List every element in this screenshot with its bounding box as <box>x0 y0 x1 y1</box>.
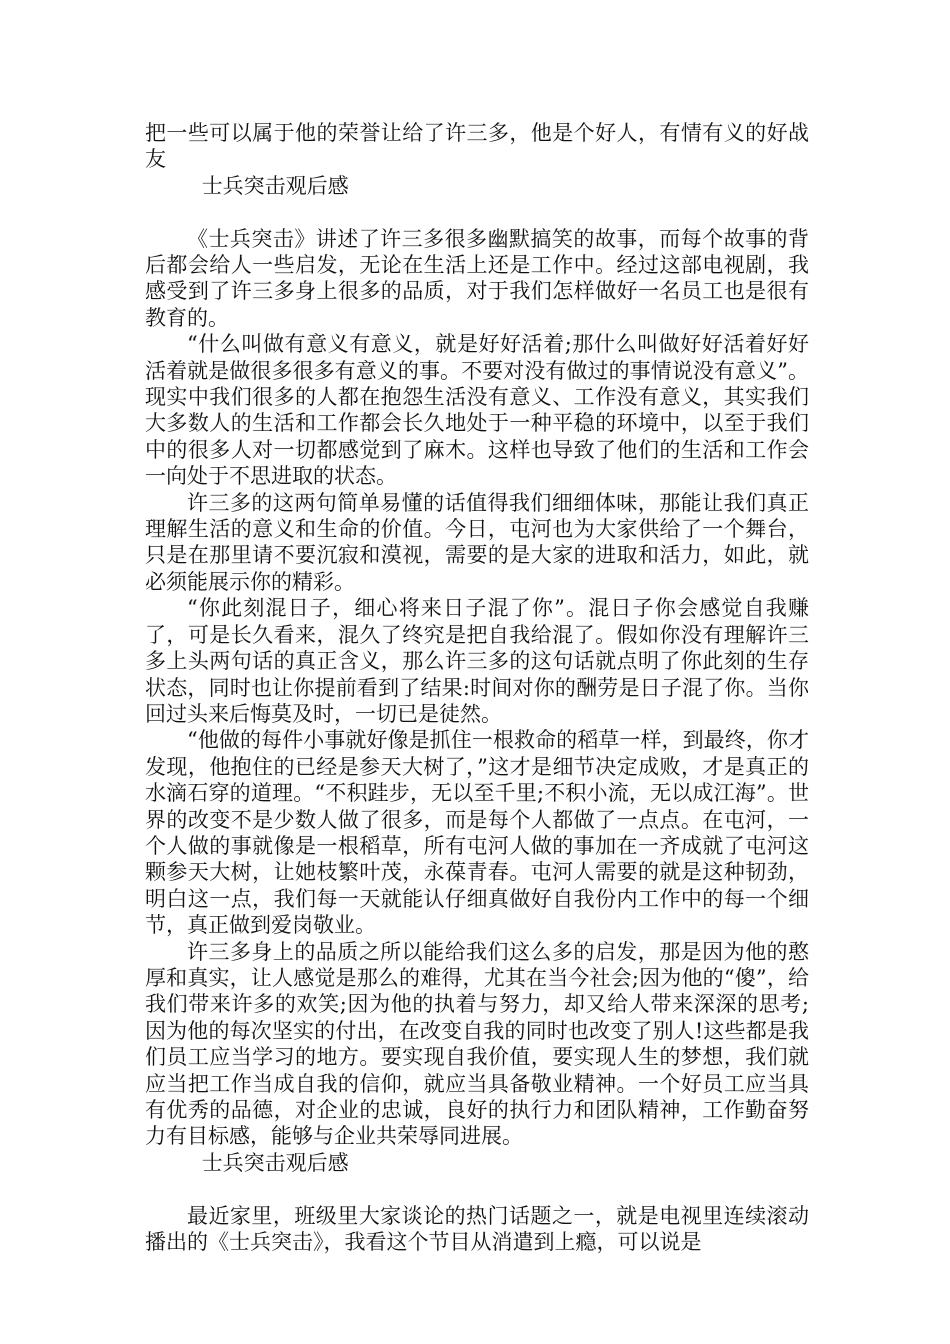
body-paragraph: “什么叫做有意义有意义，就是好好活着;那什么叫做好好活着好好活着就是做很多很多有意义的事。不要对没有做过的事情说没有意义”。现实中我们很多的人都在抱怨生活没有意义、工作没有意义，其实我们大多数人的生活和工作都会长久地处于一种平稳的环境中，以至于我们中的很多人对一切都感觉到了麻木。这样也导致了他们的生活和工作会一向处于不思进取的状态。 <box>145 332 809 489</box>
body-paragraph: 《士兵突击》讲述了许三多很多幽默搞笑的故事，而每个故事的背后都会给人一些启发，无论在生活上还是工作中。经过这部电视剧，我感受到了许三多身上很多的品质，对于我们怎样做好一名员工也是很有教育的。 <box>145 226 809 330</box>
body-paragraph: 许三多的这两句简单易懂的话值得我们细细体味，那能让我们真正理解生活的意义和生命的价值。今日，屯河也为大家供给了一个舞台，只是在那里请不要沉寂和漠视，需要的是大家的进取和活力，如此，就必须能展示你的精彩。 <box>145 490 809 594</box>
body-paragraph: “你此刻混日子，细心将来日子混了你”。混日子你会感觉自我赚了，可是长久看来，混久了终究是把自我给混了。假如你没有理解许三多上头两句话的真正含义，那么许三多的这句话就点明了你此刻的生存状态，同时也让你提前看到了结果:时间对你的酬劳是日子混了你。当你回过头来后悔莫及时，一切已是徒然。 <box>145 596 809 726</box>
document-page <box>145 120 809 1255</box>
continuation-paragraph: 把一些可以属于他的荣誉让给了许三多，他是个好人，有情有义的好战友 <box>145 121 809 172</box>
body-paragraph: 许三多身上的品质之所以能给我们这么多的启发，那是因为他的憨厚和真实，让人感觉是那么的难得，尤其在当今社会;因为他的“傻”，给我们带来许多的欢笑;因为他的执着与努力，却又给人带来深深的思考;因为他的每次坚实的付出，在改变自我的同时也改变了别人!这些都是我们员工应当学习的地方。要实现自我价值，要实现人生的梦想，我们就应当把工作当成自我的信仰，就应当具备敬业精神。一个好员工应当具有优秀的品德，对企业的忠诚，良好的执行力和团队精神，工作勤奋努力有目标感，能够与企业共荣辱同进展。 <box>145 939 809 1149</box>
body-paragraph: 最近家里，班级里大家谈论的热门话题之一，就是电视里连续滚动播出的《士兵突击》，我看这个节目从消遣到上瘾，可以说是 <box>145 1203 809 1255</box>
blank-line <box>145 1176 809 1202</box>
section-title: 士兵突击观后感 <box>201 1150 349 1175</box>
body-paragraph: “他做的每件小事就好像是抓住一根救命的稻草一样，到最终，你才发现，他抱住的已经是参天大树了，”这才是细节决定成败，才是真正的水滴石穿的道理。“不积跬步，无以至千里;不积小流，无以成江海”。世界的改变不是少数人做了很多，而是每个人都做了一点点。在屯河，一个人做的事就像是一根稻草，所有屯河人做的事加在一齐成就了屯河这颗参天大树，让她枝繁叶茂，永葆青春。屯河人需要的就是这种韧劲，明白这一点，我们每一天就能认仔细真做好自我份内工作中的每一个细节，真正做到爱岗敬业。 <box>145 728 809 938</box>
section-title: 士兵突击观后感 <box>201 173 349 198</box>
blank-line <box>145 199 809 225</box>
